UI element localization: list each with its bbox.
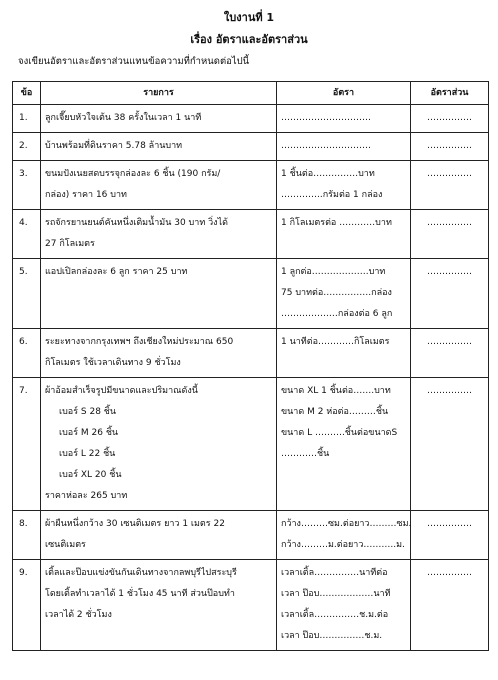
row-item — [41, 105, 277, 133]
item-line: เบอร์ M 26 ชิ้น — [59, 428, 119, 438]
row-rate — [277, 105, 411, 133]
column-header-no: ข้อ — [13, 82, 41, 105]
item-line: กิโลเมตร ใช้เวลาเดินทาง 9 ชั่วโมง — [45, 358, 181, 368]
row-rate — [277, 161, 411, 210]
item-line: ขนมปังเนยสดบรรจุกล่องละ 6 ชิ้น (190 กรัม/ — [45, 169, 221, 179]
row-item — [41, 259, 277, 329]
instruction-text: จงเขียนอัตราและอัตราส่วนแทนข้อความที่กำหนดต่อไปนี้ — [18, 56, 250, 67]
row-rate — [277, 210, 411, 259]
item-line: ระยะทางจากกรุงเทพฯ ถึงเชียงใหม่ประมาณ 650 — [45, 337, 234, 347]
item-line: เบอร์ S 28 ชิ้น — [59, 407, 117, 417]
rate-blank[interactable]: เวลา ป๊อบ………………นาที — [281, 589, 391, 599]
item-line: เบอร์ L 22 ชิ้น — [59, 449, 116, 459]
item-line: บ้านพร้อมที่ดินราคา 5.78 ล้านบาท — [45, 141, 183, 151]
rate-blank[interactable]: 1 ลูกต่อ……………….บาท — [281, 267, 386, 277]
item-line: ผ้าอ้อมสำเร็จรูปมีขนาดและปริมาณดังนี้ — [45, 386, 198, 396]
column-header-item: รายการ — [41, 82, 277, 105]
row-item — [41, 378, 277, 511]
worksheet-title: ใบงานที่ 1 — [223, 11, 275, 24]
rate-blank[interactable]: …………..กรัมต่อ 1 กล่อง — [281, 190, 383, 200]
rate-blank[interactable]: ขนาด XL 1 ชิ้นต่อ…….บาท — [281, 386, 391, 396]
row-rate — [277, 511, 411, 560]
row-item — [41, 329, 277, 378]
row-number: 1. — [13, 105, 41, 133]
item-line: โดยเติ้ลทำเวลาได้ 1 ชั่วโมง 45 นาที ส่วนป๊อบทำ — [45, 589, 235, 599]
rate-blank[interactable]: ………………………… — [281, 141, 371, 151]
ratio-blank[interactable]: …………… — [411, 378, 489, 511]
table-header-row — [13, 82, 489, 105]
table-row — [13, 378, 489, 511]
item-line: แอปเปิลกล่องละ 6 ลูก ราคา 25 บาท — [45, 267, 188, 277]
row-number: 2. — [13, 133, 41, 161]
row-number: 6. — [13, 329, 41, 378]
rate-blank[interactable]: 1 ชิ้นต่อ……………บาท — [281, 169, 375, 179]
row-item — [41, 511, 277, 560]
rate-blank[interactable]: กว้าง………ซม.ต่อยาว………ซม. — [281, 519, 412, 529]
row-item — [41, 161, 277, 210]
row-rate — [277, 560, 411, 651]
table-row — [13, 560, 489, 651]
row-number: 9. — [13, 560, 41, 651]
item-line: เซนติเมตร — [45, 540, 86, 550]
item-line: ลูกเจี๊ยบหัวใจเต้น 38 ครั้งในเวลา 1 นาที — [45, 113, 202, 123]
row-item — [41, 560, 277, 651]
table-row — [13, 161, 489, 210]
table-row — [13, 210, 489, 259]
item-line: เติ้ลและป๊อบแข่งขันกันเดินทางจากลพบุรีไปสระบุรี — [45, 568, 237, 578]
item-line: เบอร์ XL 20 ชิ้น — [59, 470, 122, 480]
ratio-blank[interactable]: …………… — [411, 161, 489, 210]
rate-blank[interactable]: 1 กิโลเมตรต่อ …………บาท — [281, 218, 392, 228]
rate-blank[interactable]: กว้าง………ม.ต่อยาว………..ม. — [281, 540, 405, 550]
row-number: 8. — [13, 511, 41, 560]
item-line: รถจักรยานยนต์คันหนึ่งเติมน้ำมัน 30 บาท วิ่งได้ — [45, 218, 228, 228]
table-row — [13, 133, 489, 161]
row-rate — [277, 378, 411, 511]
row-item — [41, 210, 277, 259]
ratio-blank[interactable]: …………… — [411, 259, 489, 329]
table-row — [13, 259, 489, 329]
column-header-rate: อัตรา — [277, 82, 411, 105]
row-rate — [277, 329, 411, 378]
ratio-blank[interactable]: …………… — [411, 329, 489, 378]
rate-blank[interactable]: ขนาด L ……….ชิ้นต่อขนาดS — [281, 428, 398, 438]
item-line: ราคาห่อละ 265 บาท — [45, 491, 128, 501]
ratio-blank[interactable]: …………… — [411, 511, 489, 560]
ratio-blank[interactable]: …………… — [411, 210, 489, 259]
rate-blank[interactable]: เวลาเติ้ล……………ช.ม.ต่อ — [281, 610, 389, 620]
row-number: 3. — [13, 161, 41, 210]
rate-blank[interactable]: 75 บาทต่อ…………….กล่อง — [281, 288, 392, 298]
rate-blank[interactable]: …………….…กล่องต่อ 6 ลูก — [281, 309, 393, 319]
rate-blank[interactable]: เวลาเติ้ล……………นาทีต่อ — [281, 568, 388, 578]
row-number: 4. — [13, 210, 41, 259]
item-line: เวลาได้ 2 ชั่วโมง — [45, 610, 112, 620]
row-rate — [277, 259, 411, 329]
rate-blank[interactable]: ขนาด M 2 ห่อต่อ………ชิ้น — [281, 407, 389, 417]
row-number: 5. — [13, 259, 41, 329]
exercise-table — [12, 81, 489, 651]
worksheet-subtitle: เรื่อง อัตราและอัตราส่วน — [190, 33, 308, 46]
row-number: 7. — [13, 378, 41, 511]
table-row — [13, 329, 489, 378]
column-header-ratio: อัตราส่วน — [411, 82, 489, 105]
rate-blank[interactable]: เวลา ป๊อบ……………ช.ม. — [281, 631, 383, 641]
rate-blank[interactable]: ………………………… — [281, 113, 371, 123]
row-item — [41, 133, 277, 161]
row-rate — [277, 133, 411, 161]
rate-blank[interactable]: …………ชิ้น — [281, 449, 330, 459]
table-row — [13, 511, 489, 560]
table-row — [13, 105, 489, 133]
item-line: ผ้าผืนหนึ่งกว้าง 30 เซนติเมตร ยาว 1 เมตร 22 — [45, 519, 225, 529]
ratio-blank[interactable]: …………… — [411, 560, 489, 651]
ratio-blank[interactable]: …………… — [411, 133, 489, 161]
ratio-blank[interactable]: …………… — [411, 105, 489, 133]
item-line: 27 กิโลเมตร — [45, 239, 95, 249]
rate-blank[interactable]: 1 นาทีต่อ…………กิโลเมตร — [281, 337, 390, 347]
item-line: กล่อง) ราคา 16 บาท — [45, 190, 127, 200]
